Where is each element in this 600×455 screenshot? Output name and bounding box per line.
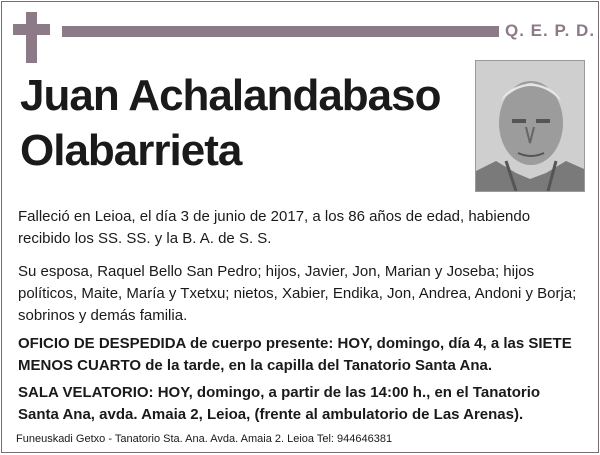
footer-text: Funeuskadi Getxo - Tanatorio Sta. Ana. Avda. Amaia 2. Leioa Tel: 944646381 [16,433,393,445]
deceased-name [20,68,470,178]
cross-icon-bar [13,24,50,35]
funeral-info: OFICIO DE DESPEDIDA de cuerpo presente: HOY, domingo, día 4, a las SIETE MENOS CUARTO de la tarde, en la capilla del Tanatorio Santa Ana. [18,335,572,374]
obituary-card [1,1,599,453]
cross-icon [26,12,37,63]
death-notice: Falleció en Leioa, el día 3 de junio de 2017, a los 86 años de edad, habiendo recibido los SS. SS. y la B. A. de S. S. [18,208,531,247]
name-line-1: Juan Achalandabaso [20,71,441,120]
name-line-2: Olabarrieta [20,126,242,175]
wake-info: SALA VELATORIO: HOY, domingo, a partir de las 14:00 h., en el Tanatorio Santa Ana, avda. Amaia 2, Leioa, (frente al ambulatorio de Las Arenas). [18,384,541,423]
qepd-label: Q. E. P. D. [505,21,596,40]
family-list: Su esposa, Raquel Bello San Pedro; hijos, Javier, Jon, Marian y Joseba; hijos políticos, Maite, María y Txetxu; nietos, Xabier, Endika, Jon, Andrea, Andoni y Borja; sobrinos y demás familia. [18,263,577,324]
portrait-image [476,61,584,191]
header-rule [62,26,499,37]
portrait-photo [475,60,585,192]
